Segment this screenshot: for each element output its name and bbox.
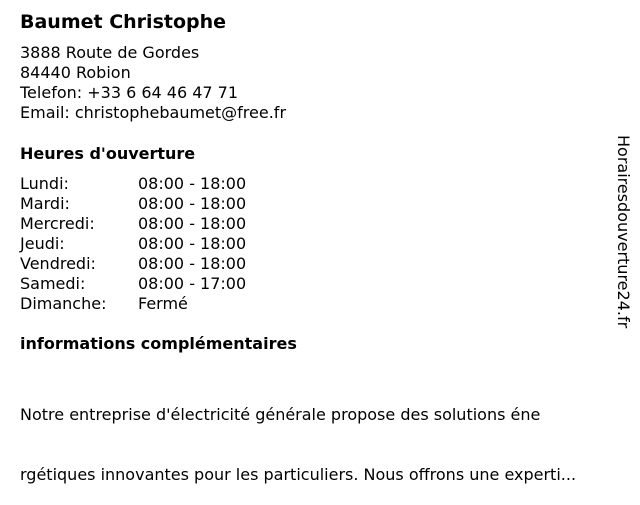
business-name: Baumet Christophe (20, 11, 227, 33)
hours-row-wednesday (20, 214, 280, 234)
hours-table (20, 174, 280, 314)
time-value: Fermé (138, 294, 188, 313)
day-label: Jeudi: (20, 234, 65, 253)
email-address[interactable]: Email: christophebaumet@free.fr (20, 103, 287, 122)
phone-number[interactable]: Telefon: +33 6 64 46 47 71 (20, 83, 239, 102)
hours-row-tuesday (20, 194, 280, 214)
time-value: 08:00 - 17:00 (138, 274, 247, 293)
day-label: Vendredi: (20, 254, 96, 273)
time-value: 08:00 - 18:00 (138, 254, 247, 273)
time-value: 08:00 - 18:00 (138, 194, 247, 213)
description-text (20, 365, 620, 505)
description-line: Notre entreprise d'électricité générale propose des solutions éne (20, 405, 541, 424)
description-line: rgétiques innovantes pour les particuliers. Nous offrons une experti... (20, 465, 577, 484)
day-label: Mardi: (20, 194, 70, 213)
address-street: 3888 Route de Gordes (20, 43, 200, 62)
address-city: 84440 Robion (20, 63, 131, 82)
hours-row-sunday (20, 294, 280, 314)
time-value: 08:00 - 18:00 (138, 174, 247, 193)
site-watermark: Horairesdouverture24.fr (614, 135, 633, 329)
time-value: 08:00 - 18:00 (138, 214, 247, 233)
hours-heading: Heures d'ouverture (20, 144, 196, 163)
hours-row-monday (20, 174, 280, 194)
hours-row-saturday (20, 274, 280, 294)
day-label: Lundi: (20, 174, 69, 193)
hours-row-friday (20, 254, 280, 274)
day-label: Mercredi: (20, 214, 95, 233)
time-value: 08:00 - 18:00 (138, 234, 247, 253)
hours-row-thursday (20, 234, 280, 254)
day-label: Dimanche: (20, 294, 107, 313)
contact-block (20, 43, 286, 123)
info-heading: informations complémentaires (20, 334, 297, 353)
day-label: Samedi: (20, 274, 86, 293)
